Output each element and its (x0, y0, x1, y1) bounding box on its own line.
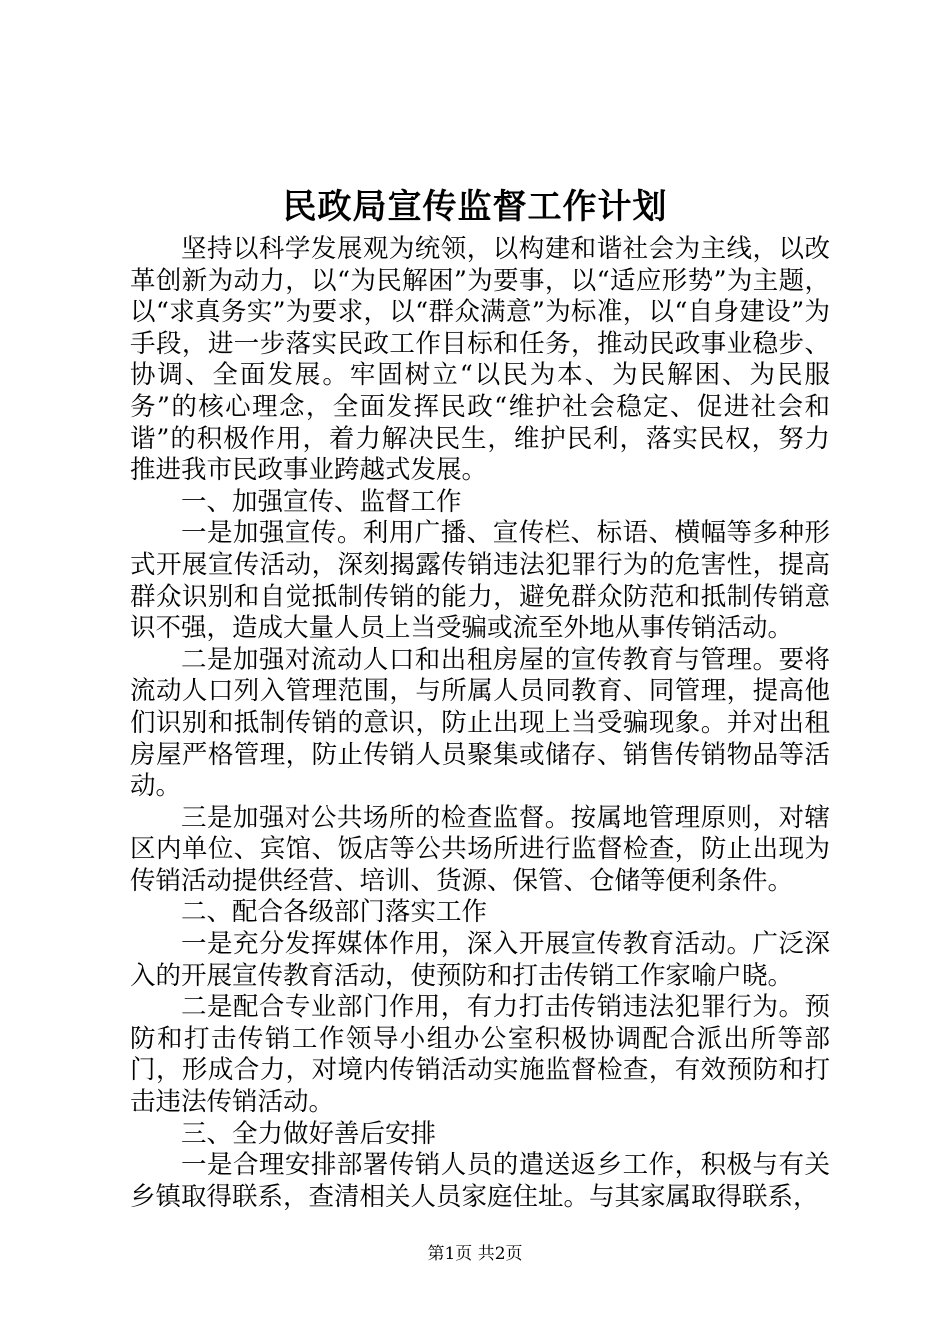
paragraph: 二是配合专业部门作用，有力打击传销违法犯罪行为。预防和打击传销工作领导小组办公室积极协调配合派出所等部门，形成合力，对境内传销活动实施监督检查，有效预防和打击违法传销活动。 (130, 992, 830, 1118)
page-footer: 第1页 共2页 (427, 1244, 523, 1264)
paragraph: 二是加强对流动人口和出租房屋的宣传教育与管理。要将流动人口列入管理范围，与所属人员同教育、同管理，提高他们识别和抵制传销的意识，防止出现上当受骗现象。并对出租房屋严格管理，防止传销人员聚集或储存、销售传销物品等活动。 (130, 644, 830, 802)
paragraph: 一是充分发挥媒体作用，深入开展宣传教育活动。广泛深入的开展宣传教育活动，使预防和打击传销工作家喻户晓。 (130, 929, 830, 991)
document-body (130, 234, 830, 1213)
paragraph: 一是加强宣传。利用广播、宣传栏、标语、横幅等多种形式开展宣传活动，深刻揭露传销违法犯罪行为的危害性，提高群众识别和自觉抵制传销的能力，避免群众防范和抵制传销意识不强，造成大量人员上当受骗或流至外地从事传销活动。 (130, 518, 830, 644)
paragraph: 三是加强对公共场所的检查监督。按属地管理原则，对辖区内单位、宾馆、饭店等公共场所进行监督检查，防止出现为传销活动提供经营、培训、货源、保管、仓储等便利条件。 (130, 802, 830, 896)
section-heading-3: 三、全力做好善后安排 (181, 1118, 437, 1149)
paragraph: 一是合理安排部署传销人员的遣送返乡工作，积极与有关乡镇取得联系，查清相关人员家庭住址。与其家属取得联系， (130, 1150, 830, 1212)
intro-paragraph: 坚持以科学发展观为统领，以构建和谐社会为主线，以改革创新为动力，以“为民解困”为要事，以“适应形势”为主题，以“求真务实”为要求，以“群众满意”为标准，以“自身建设”为手段，进一步落实民政工作目标和任务，推动民政事业稳步、协调、全面发展。牢固树立“以民为本、为民解困、为民服务”的核心理念，全面发挥民政“维护社会稳定、促进社会和谐”的积极作用，着力解决民生，维护民利，落实民权，努力推进我市民政事业跨越式发展。 (130, 234, 830, 486)
section-heading-2: 二、配合各级部门落实工作 (181, 897, 488, 928)
document-title: 民政局宣传监督工作计划 (282, 187, 668, 227)
section-heading-1: 一、加强宣传、监督工作 (181, 486, 462, 517)
